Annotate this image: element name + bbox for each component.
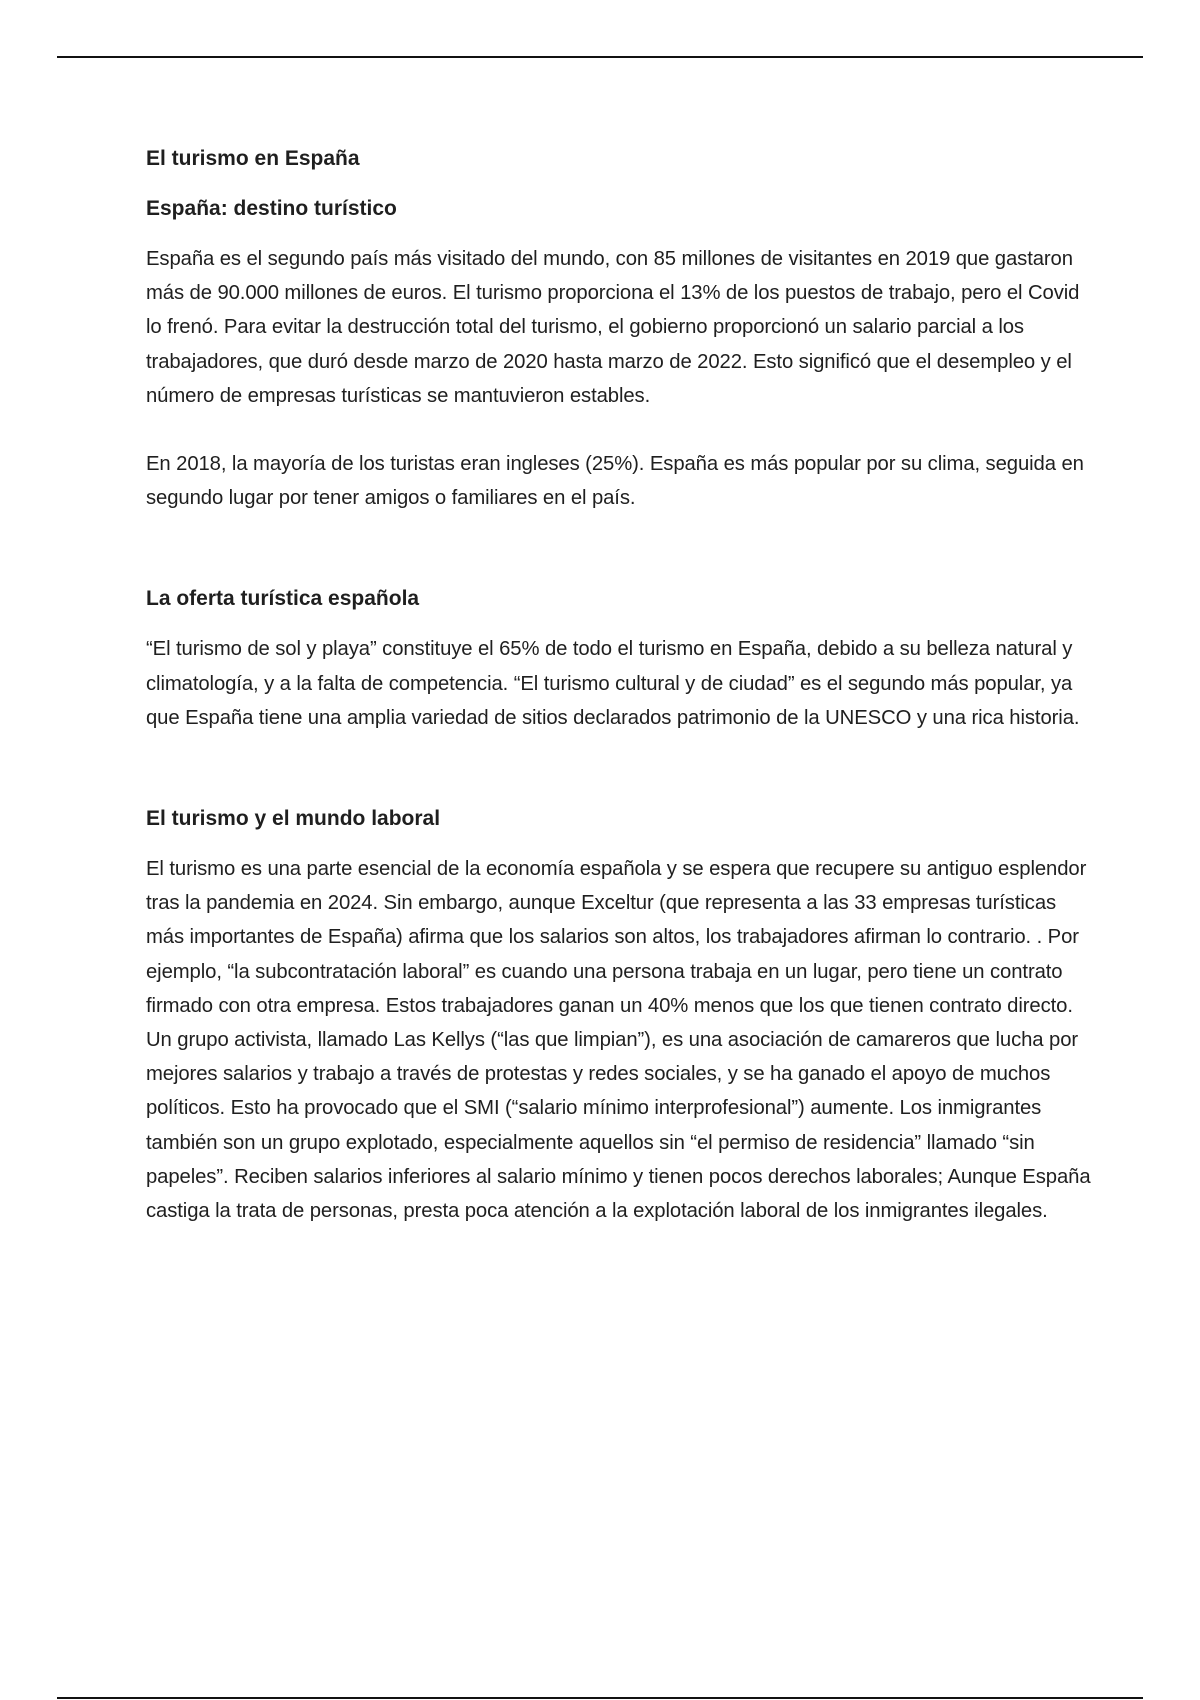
document-title: El turismo en España [146, 147, 360, 170]
document-body [146, 142, 1096, 1228]
section-heading: La oferta turística española [146, 587, 420, 611]
section-heading: España: destino turístico [146, 197, 397, 220]
section-destino-turistico [146, 192, 1096, 515]
footer-rule [57, 1697, 1143, 1699]
paragraph: España es el segundo país más visitado del mundo, con 85 millones de visitantes en 2019 que gastaron más de 90.000 millones de euros. El turismo proporciona el 13% de los puestos de trabajo, pero el Covid lo frenó. Para evitar la destrucción total del turismo, el gobierno proporcionó un salario parcial a los trabajadores, que duró desde marzo de 2020 hasta marzo de 2022. Esto significó que el desempleo y el número de empresas turísticas se mantuvieron estables. [146, 248, 1080, 407]
section-oferta-turistica [146, 582, 1096, 735]
paragraph: En 2018, la mayoría de los turistas eran ingleses (25%). España es más popular por su clima, seguida en segundo lugar por tener amigos o familiares en el país. [146, 453, 1084, 510]
section-mundo-laboral [146, 802, 1096, 1228]
header-rule [57, 56, 1143, 58]
paragraph: El turismo es una parte esencial de la economía española y se espera que recupere su antiguo esplendor tras la pandemia en 2024. Sin embargo, aunque Exceltur (que representa a las 33 empresas turísticas más importantes de España) afirma que los salarios son altos, los trabajadores afirman lo contrario. . Por ejemplo, “la subcontratación laboral” es cuando una persona trabaja en un lugar, pero tiene un contrato firmado con otra empresa. Estos trabajadores ganan un 40% menos que los que tienen contrato directo. Un grupo activista, llamado Las Kellys (“las que limpian”), es una asociación de camareros que lucha por mejores salarios y trabajo a través de protestas y redes sociales, y se ha ganado el apoyo de muchos políticos. Esto ha provocado que el SMI (“salario mínimo interprofesional”) aumente. Los inmigrantes también son un grupo explotado, especialmente aquellos sin “el permiso de residencia” llamado “sin papeles”. Reciben salarios inferiores al salario mínimo y tienen pocos derechos laborales; Aunque España castiga la trata de personas, presta poca atención a la explotación laboral de los inmigrantes ilegales. [146, 858, 1091, 1223]
paragraph: “El turismo de sol y playa” constituye el 65% de todo el turismo en España, debido a su belleza natural y climatología, y a la falta de competencia. “El turismo cultural y de ciudad” es el segundo más popular, ya que España tiene una amplia variedad de sitios declarados patrimonio de la UNESCO y una rica historia. [146, 638, 1080, 729]
section-heading: El turismo y el mundo laboral [146, 807, 441, 831]
